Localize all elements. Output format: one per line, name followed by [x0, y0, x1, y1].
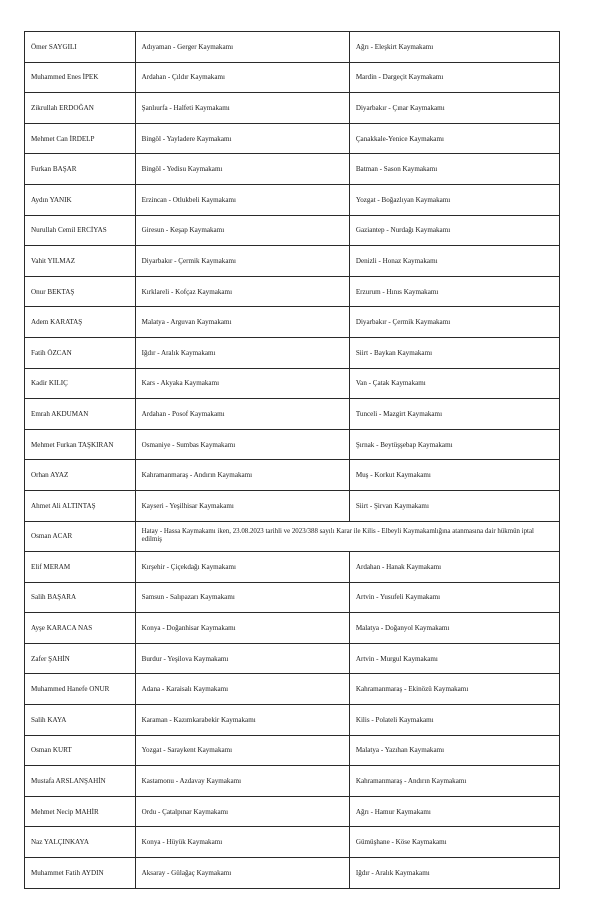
current-post-cell: Giresun - Keşap Kaymakamı	[135, 215, 349, 246]
table-row	[25, 827, 560, 858]
new-post-cell: Diyarbakır - Çınar Kaymakamı	[349, 93, 559, 124]
official-name-cell: Aydın YANIK	[25, 184, 136, 215]
assignments-table	[24, 31, 560, 889]
new-post-cell: Kilis - Polateli Kaymakamı	[349, 705, 559, 736]
table-row	[25, 613, 560, 644]
current-post-cell: Karaman - Kazımkarabekir Kaymakamı	[135, 705, 349, 736]
official-name-cell: Naz YALÇINKAYA	[25, 827, 136, 858]
current-post-cell: Iğdır - Aralık Kaymakamı	[135, 337, 349, 368]
official-name-cell: Orhan AYAZ	[25, 460, 136, 491]
official-name-cell: Vahit YILMAZ	[25, 246, 136, 277]
current-post-cell: Kastamonu - Azdavay Kaymakamı	[135, 766, 349, 797]
official-name-cell: Ömer SAYGILI	[25, 32, 136, 63]
official-name-cell: Muhammet Fatih AYDIN	[25, 858, 136, 889]
new-post-cell: Denizli - Honaz Kaymakamı	[349, 246, 559, 277]
official-name-cell: Zikrullah ERDOĞAN	[25, 93, 136, 124]
current-post-cell: Bingöl - Yayladere Kaymakamı	[135, 123, 349, 154]
new-post-cell: Tunceli - Mazgirt Kaymakamı	[349, 399, 559, 430]
table-body	[25, 32, 560, 889]
table-row	[25, 735, 560, 766]
official-name-cell: Mehmet Necip MAHİR	[25, 796, 136, 827]
current-post-cell: Kırşehir - Çiçekdağı Kaymakamı	[135, 552, 349, 583]
official-name-cell: Adem KARATAŞ	[25, 307, 136, 338]
table-row	[25, 246, 560, 277]
current-post-cell: Erzincan - Otlukbeli Kaymakamı	[135, 184, 349, 215]
official-name-cell: Emrah AKDUMAN	[25, 399, 136, 430]
table-row	[25, 154, 560, 185]
current-post-cell: Kırklareli - Kofçaz Kaymakamı	[135, 276, 349, 307]
table-row	[25, 766, 560, 797]
table-row	[25, 276, 560, 307]
current-post-cell: Kayseri - Yeşilhisar Kaymakamı	[135, 490, 349, 521]
table-row	[25, 858, 560, 889]
new-post-cell: Diyarbakır - Çermik Kaymakamı	[349, 307, 559, 338]
table-row	[25, 123, 560, 154]
new-post-cell: Ağrı - Eleşkirt Kaymakamı	[349, 32, 559, 63]
current-post-cell: Adıyaman - Gerger Kaymakamı	[135, 32, 349, 63]
current-post-cell: Bingöl - Yedisu Kaymakamı	[135, 154, 349, 185]
official-name-cell: Mehmet Furkan TAŞKIRAN	[25, 429, 136, 460]
new-post-cell: Ardahan - Hanak Kaymakamı	[349, 552, 559, 583]
new-post-cell: Siirt - Şirvan Kaymakamı	[349, 490, 559, 521]
new-post-cell: Erzurum - Hınıs Kaymakamı	[349, 276, 559, 307]
table-row	[25, 552, 560, 583]
current-post-cell: Diyarbakır - Çermik Kaymakamı	[135, 246, 349, 277]
assignment-note-cell: Hatay - Hassa Kaymakamı iken, 23.08.2023 tarihli ve 2023/388 sayılı Karar ile Kilis - Elbeyli Kaymakamlığına atanmasına dair hükmün iptal edilmiş	[135, 521, 559, 552]
official-name-cell: Mustafa ARSLANŞAHİN	[25, 766, 136, 797]
new-post-cell: Artvin - Yusufeli Kaymakamı	[349, 582, 559, 613]
current-post-cell: Ardahan - Çıldır Kaymakamı	[135, 62, 349, 93]
current-post-cell: Şanlıurfa - Halfeti Kaymakamı	[135, 93, 349, 124]
new-post-cell: Van - Çatak Kaymakamı	[349, 368, 559, 399]
new-post-cell: Gaziantep - Nurdağı Kaymakamı	[349, 215, 559, 246]
table-row	[25, 643, 560, 674]
official-name-cell: Ahmet Ali ALTINTAŞ	[25, 490, 136, 521]
current-post-cell: Aksaray - Gülağaç Kaymakamı	[135, 858, 349, 889]
new-post-cell: Yozgat - Boğazlıyan Kaymakamı	[349, 184, 559, 215]
official-name-cell: Salih BAŞARA	[25, 582, 136, 613]
new-post-cell: Batman - Sason Kaymakamı	[349, 154, 559, 185]
official-name-cell: Onur BEKTAŞ	[25, 276, 136, 307]
table-row	[25, 674, 560, 705]
official-name-cell: Ayşe KARACA NAS	[25, 613, 136, 644]
new-post-cell: Malatya - Doğanyol Kaymakamı	[349, 613, 559, 644]
table-row	[25, 32, 560, 63]
table-row	[25, 62, 560, 93]
table-row	[25, 399, 560, 430]
official-name-cell: Muhammed Hanefe ONUR	[25, 674, 136, 705]
new-post-cell: Artvin - Murgul Kaymakamı	[349, 643, 559, 674]
new-post-cell: Çanakkale-Yenice Kaymakamı	[349, 123, 559, 154]
official-name-cell: Salih KAYA	[25, 705, 136, 736]
new-post-cell: Kahramanmaraş - Andırın Kaymakamı	[349, 766, 559, 797]
official-name-cell: Muhammed Enes İPEK	[25, 62, 136, 93]
new-post-cell: Muş - Korkut Kaymakamı	[349, 460, 559, 491]
table-row	[25, 460, 560, 491]
new-post-cell: Şırnak - Beytüşşebap Kaymakamı	[349, 429, 559, 460]
new-post-cell: Kahramanmaraş - Ekinözü Kaymakamı	[349, 674, 559, 705]
current-post-cell: Samsun - Salıpazarı Kaymakamı	[135, 582, 349, 613]
official-name-cell: Furkan BAŞAR	[25, 154, 136, 185]
current-post-cell: Kahramanmaraş - Andırın Kaymakamı	[135, 460, 349, 491]
table-row	[25, 93, 560, 124]
table-row	[25, 337, 560, 368]
current-post-cell: Osmaniye - Sumbas Kaymakamı	[135, 429, 349, 460]
new-post-cell: Iğdır - Aralık Kaymakamı	[349, 858, 559, 889]
table-row	[25, 796, 560, 827]
new-post-cell: Gümüşhane - Köse Kaymakamı	[349, 827, 559, 858]
table-row	[25, 215, 560, 246]
new-post-cell: Siirt - Baykan Kaymakamı	[349, 337, 559, 368]
current-post-cell: Ordu - Çatalpınar Kaymakamı	[135, 796, 349, 827]
current-post-cell: Yozgat - Saraykent Kaymakamı	[135, 735, 349, 766]
official-name-cell: Nurullah Cemil ERCİYAS	[25, 215, 136, 246]
table-row	[25, 368, 560, 399]
table-row	[25, 521, 560, 552]
current-post-cell: Konya - Doğanhisar Kaymakamı	[135, 613, 349, 644]
table-row	[25, 705, 560, 736]
current-post-cell: Malatya - Arguvan Kaymakamı	[135, 307, 349, 338]
official-name-cell: Fatih ÖZCAN	[25, 337, 136, 368]
table-row	[25, 429, 560, 460]
current-post-cell: Adana - Karaisalı Kaymakamı	[135, 674, 349, 705]
new-post-cell: Ağrı - Hamur Kaymakamı	[349, 796, 559, 827]
current-post-cell: Burdur - Yeşilova Kaymakamı	[135, 643, 349, 674]
table-row	[25, 490, 560, 521]
official-name-cell: Zafer ŞAHİN	[25, 643, 136, 674]
new-post-cell: Mardin - Dargeçit Kaymakamı	[349, 62, 559, 93]
current-post-cell: Konya - Hüyük Kaymakamı	[135, 827, 349, 858]
table-row	[25, 184, 560, 215]
official-name-cell: Elif MERAM	[25, 552, 136, 583]
new-post-cell: Malatya - Yazıhan Kaymakamı	[349, 735, 559, 766]
current-post-cell: Kars - Akyaka Kaymakamı	[135, 368, 349, 399]
official-name-cell: Kadir KILIÇ	[25, 368, 136, 399]
official-name-cell: Osman KURT	[25, 735, 136, 766]
table-row	[25, 582, 560, 613]
current-post-cell: Ardahan - Posof Kaymakamı	[135, 399, 349, 430]
table-row	[25, 307, 560, 338]
official-name-cell: Osman ACAR	[25, 521, 136, 552]
official-name-cell: Mehmet Can İRDELP	[25, 123, 136, 154]
